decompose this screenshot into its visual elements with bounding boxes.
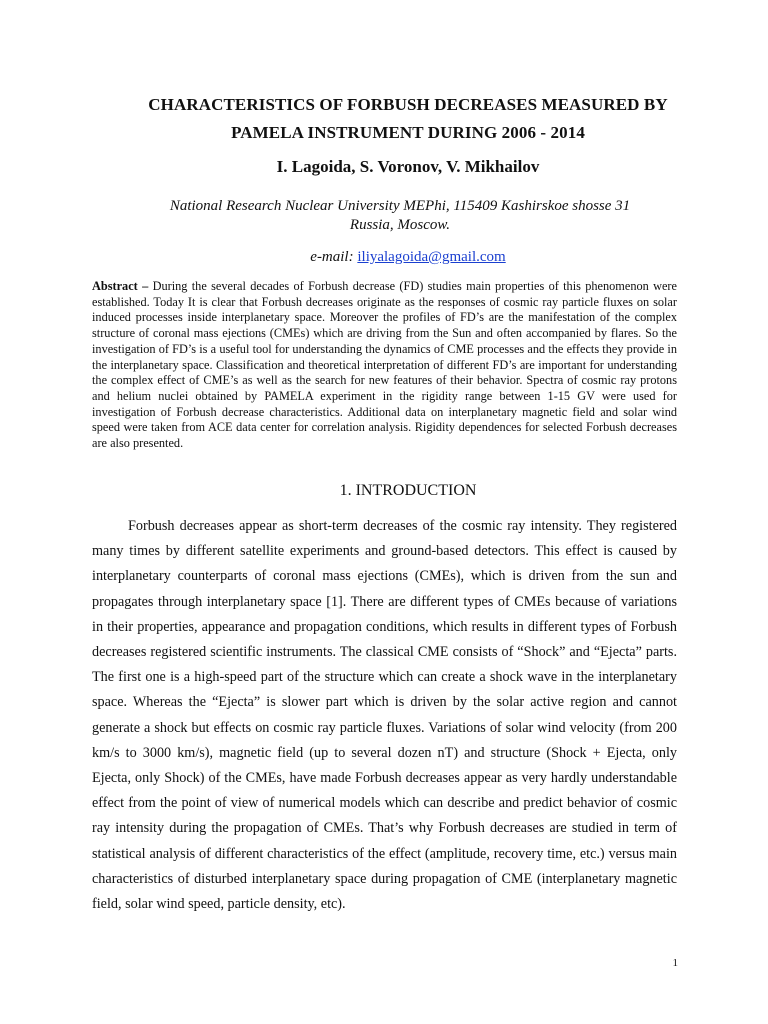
section-heading-introduction: 1. INTRODUCTION bbox=[339, 482, 477, 499]
intro-paragraph: Forbush decreases appear as short-term decreases of the cosmic ray intensity. They registered many times by different satellite experiments and ground-based detectors. This effect is caused by interplanetary counterparts of coronal mass ejections (CMEs), which is driven from the sun and propagates through interplanetary space [1]. There are different types of CMEs because of variations in their properties, appearance and propagation conditions, which results in different types of Forbush decreases registered scientific instruments. The classical CME consists of “Shock” and “Ejecta” parts. The first one is a high-speed part of the structure which can create a shock wave in the interplanetary space. Whereas the “Ejecta” is slower part which is driven by the solar active region and cannot generate a shock but effects on cosmic ray particle fluxes. Variations of solar wind velocity (from 200 km/s to 3000 km/s), magnetic field (up to several dozen nT) and structure (Shock + Ejecta, only Ejecta, only Shock) of the CMEs, have made Forbush decreases appear as very hardly understandable effect from the point of view of numerical models which can describe and predict behavior of cosmic ray intensity during the propagation of CMEs. That’s why Forbush decreases are studied in term of statistical analysis of different characteristics of the effect (amplitude, recovery time, etc.) versus main characteristics of disturbed interplanetary space during propagation of CME (interplanetary magnetic field, solar wind speed, particle density, etc). bbox=[92, 518, 677, 913]
affiliation-line-1: National Research Nuclear University MEPhi, 115409 Kashirskoe shosse 31 bbox=[169, 198, 631, 214]
author-list: I. Lagoida, S. Voronov, V. Mikhailov bbox=[276, 157, 540, 176]
affiliation bbox=[100, 197, 700, 235]
paper-title-line-1: CHARACTERISTICS OF FORBUSH DECREASES MEASURED BY bbox=[148, 95, 668, 114]
email-line bbox=[80, 249, 736, 266]
abstract-label: Abstract – bbox=[92, 279, 149, 293]
affiliation-line-2: Russia, Moscow. bbox=[349, 217, 451, 233]
paper-title-line-2: PAMELA INSTRUMENT DURING 2006 - 2014 bbox=[231, 123, 585, 142]
email-label: e-mail: bbox=[310, 249, 358, 265]
abstract bbox=[92, 279, 677, 452]
abstract-text: During the several decades of Forbush decrease (FD) studies main properties of this phenomenon were established. Today It is clear that Forbush decreases originate as the responses of cosmic ray particle fluxes on solar induced processes inside interplanetary space. Moreover the profiles of FD’s are the manifestation of the complex structure of coronal mass ejections (CMEs) which are driving from the Sun and often accompanied by flares. So the investigation of FD’s is a useful tool for understanding the dynamics of CME processes and the effects they provide in the interplanetary space. Classification and theoretical interpretation of different FD’s are important for understanding the complex effect of CME’s as well as the search for new features of their behavior. Spectra of cosmic ray protons and helium nuclei obtained by PAMELA experiment in the rigidity range between 1-15 GV were used for investigation of Forbush decrease characteristics. Additional data on interplanetary magnetic field and solar wind speed were taken from ACE data center for correlation analysis. Rigidity dependences for selected Forbush decreases are also presented. bbox=[92, 279, 677, 451]
email-link[interactable]: iliyalagoida@gmail.com bbox=[357, 249, 506, 265]
page-number: 1 bbox=[672, 957, 678, 969]
